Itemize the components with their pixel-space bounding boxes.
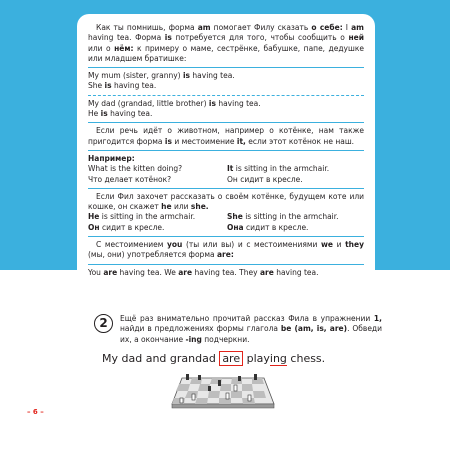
example-he-she: He is sitting in the armchair. Он сидит в кресле. She is sitting in the armchair. Она сидит в кресле. — [88, 212, 339, 232]
separator — [88, 188, 364, 189]
example-she: My mum (sister, granny) is having tea. She is having tea. — [88, 71, 235, 91]
page-number: – 6 – — [27, 408, 44, 416]
separator — [88, 122, 364, 123]
separator — [88, 150, 364, 151]
separator — [88, 264, 364, 265]
separator-dashed — [88, 95, 364, 96]
example-sentence: My dad and grandad are playing chess. — [102, 352, 326, 365]
chessboard-illustration — [168, 374, 278, 410]
rule-card — [77, 14, 375, 298]
separator — [88, 67, 364, 68]
separator — [88, 236, 364, 237]
circled-are: are — [219, 351, 243, 366]
example-are: You are having tea. We are having tea. They are having tea. — [88, 267, 319, 277]
example-label: Например: — [88, 153, 135, 163]
paragraph-animal: Если речь идёт о животном, например о котёнке, нам также пригодится форма is и местоимение it, если этот котёнок не наш. — [88, 126, 364, 146]
exercise-instruction: Ещё раз внимательно прочитай рассказ Фила в упражнении 1, найди в предложениях формы глагола be (am, is, are). Обведи их, а окончание -ing подчеркни. — [120, 314, 382, 344]
paragraph-am-is: Как ты помнишь, форма am помогает Филу сказать о себе: I am having tea. Форма is потребуется для того, чтобы сообщить о ней или о нём: к примеру о маме, сестрёнке, бабушке, папе, дедушке или младшем братишке: — [88, 23, 364, 63]
exercise-number: 2 — [94, 314, 113, 333]
example-he: My dad (grandad, little brother) is having tea. He is having tea. — [88, 98, 261, 119]
underlined-ing: ing — [269, 352, 287, 365]
paragraph-are: С местоимением you (ты или вы) и с местоимениями we и they (мы, они) употребляется форма are: — [88, 240, 364, 260]
paragraph-he-she: Если Фил захочет рассказать о своём котёнке, будущем коте или кошке, он скажет he или she. — [88, 191, 364, 212]
example-kitten: What is the kitten doing? Что делает котёнок? It is sitting in the armchair. Он сидит в кресле. — [88, 164, 330, 184]
